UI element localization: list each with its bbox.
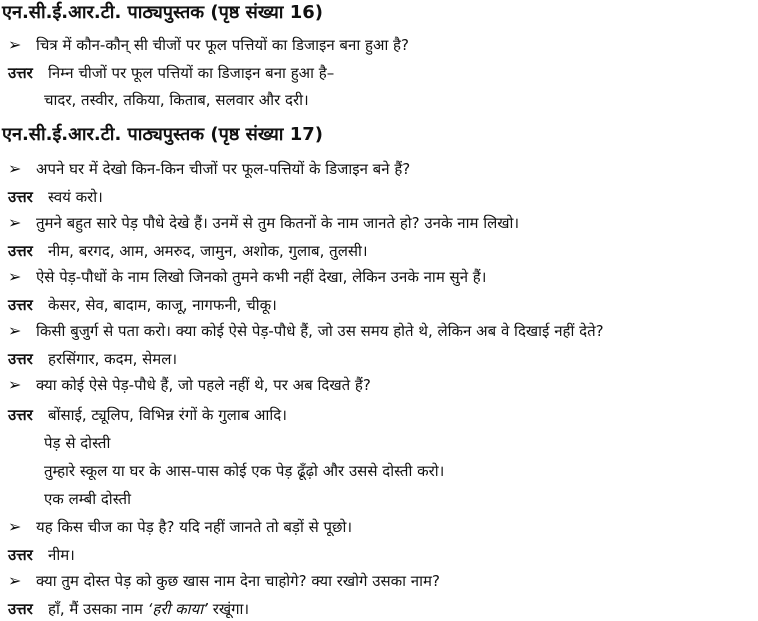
answer-continuation: चादर, तस्वीर, तकिया, किताब, सलवार और दरी। xyxy=(44,91,309,109)
tree-name: ‘हरी काया’ xyxy=(147,600,208,618)
answer-text: निम्न चीजों पर फूल पत्तियों का डिजाइन बना हुआ है– xyxy=(48,64,335,82)
question-item xyxy=(8,212,519,234)
answer-label: उत्तर xyxy=(8,600,33,618)
question-item xyxy=(8,570,440,592)
arrow-bullet-icon: ➢ xyxy=(8,35,22,54)
answer-item xyxy=(8,240,368,262)
answer-label: उत्तर xyxy=(8,64,33,82)
answer-text: नीम। xyxy=(48,546,75,564)
section-heading-p17: एन.सी.ई.आर.टी. पाठ्यपुस्तक (पृष्ठ संख्या 17) xyxy=(2,124,324,145)
arrow-bullet-icon: ➢ xyxy=(8,213,22,232)
question-item xyxy=(8,374,371,396)
activity-text: तुम्हारे स्कूल या घर के आस-पास कोई एक पेड़ ढूँढ़ो और उससे दोस्ती करो। xyxy=(44,462,445,480)
arrow-bullet-icon: ➢ xyxy=(8,375,22,394)
answer-label: उत्तर xyxy=(8,546,33,564)
answer-item xyxy=(8,294,277,316)
question-text: तुमने बहुत सारे पेड़ पौधे देखे हैं। उनमें से तुम कितनों के नाम जानते हो? उनके नाम लिखो। xyxy=(36,214,520,232)
question-text: क्या तुम दोस्त पेड़ को कुछ खास नाम देना चाहोगे? क्या रखोगे उसका नाम? xyxy=(36,572,440,590)
answer-text-pre: हाँ, मैं उसका नाम xyxy=(48,600,143,618)
answer-item xyxy=(8,62,334,84)
answer-label: उत्तर xyxy=(8,296,33,314)
question-item xyxy=(8,320,604,342)
answer-text: स्वयं करो। xyxy=(48,188,103,206)
arrow-bullet-icon: ➢ xyxy=(8,159,22,178)
question-item xyxy=(8,516,352,538)
answer-item xyxy=(8,186,103,208)
question-text: चित्र में कौन-कौन् सी चीजों पर फूल पत्तियों का डिजाइन बना हुआ है? xyxy=(36,36,409,54)
answer-item xyxy=(8,404,287,426)
subheading-long-friendship: एक लम्बी दोस्ती xyxy=(44,490,131,508)
answer-text: बोंसाई, ट्यूलिप, विभिन्न रंगों के गुलाब आदि। xyxy=(48,406,287,424)
answer-label: उत्तर xyxy=(8,242,33,260)
answer-item xyxy=(8,348,177,370)
question-text: ऐसे पेड़-पौधों के नाम लिखो जिनको तुमने कभी नहीं देखा, लेकिन उनके नाम सुने हैं। xyxy=(36,268,487,286)
arrow-bullet-icon: ➢ xyxy=(8,321,22,340)
answer-text-post: रखूंगा। xyxy=(212,600,250,618)
answer-text: नीम, बरगद, आम, अमरुद, जामुन, अशोक, गुलाब, तुलसी। xyxy=(48,242,368,260)
answer-label: उत्तर xyxy=(8,406,33,424)
question-text: किसी बुजुर्ग से पता करो। क्या कोई ऐसे पेड़-पौधे हैं, जो उस समय होते थे, लेकिन अब वे दिखाई नहीं देते? xyxy=(36,322,604,340)
arrow-bullet-icon: ➢ xyxy=(8,571,22,590)
answer-label: उत्तर xyxy=(8,350,33,368)
section-heading-p16: एन.सी.ई.आर.टी. पाठ्यपुस्तक (पृष्ठ संख्या 16) xyxy=(2,2,324,23)
question-item xyxy=(8,266,486,288)
question-item xyxy=(8,34,409,56)
subheading-friendship: पेड़ से दोस्ती xyxy=(44,434,111,452)
answer-item xyxy=(8,544,75,566)
answer-item xyxy=(8,598,249,620)
answer-text: केसर, सेव, बादाम, काजू, नागफनी, चीकू। xyxy=(48,296,277,314)
arrow-bullet-icon: ➢ xyxy=(8,267,22,286)
arrow-bullet-icon: ➢ xyxy=(8,517,22,536)
question-text: यह किस चीज का पेड़ है? यदि नहीं जानते तो बड़ों से पूछो। xyxy=(36,518,353,536)
question-item xyxy=(8,158,410,180)
question-text: क्या कोई ऐसे पेड़-पौधे हैं, जो पहले नहीं थे, पर अब दिखते हैं? xyxy=(36,376,371,394)
answer-label: उत्तर xyxy=(8,188,33,206)
question-text: अपने घर में देखो किन-किन चीजों पर फूल-पत्तियों के डिजाइन बने हैं? xyxy=(36,160,411,178)
answer-text: हरसिंगार, कदम, सेमल। xyxy=(48,350,178,368)
